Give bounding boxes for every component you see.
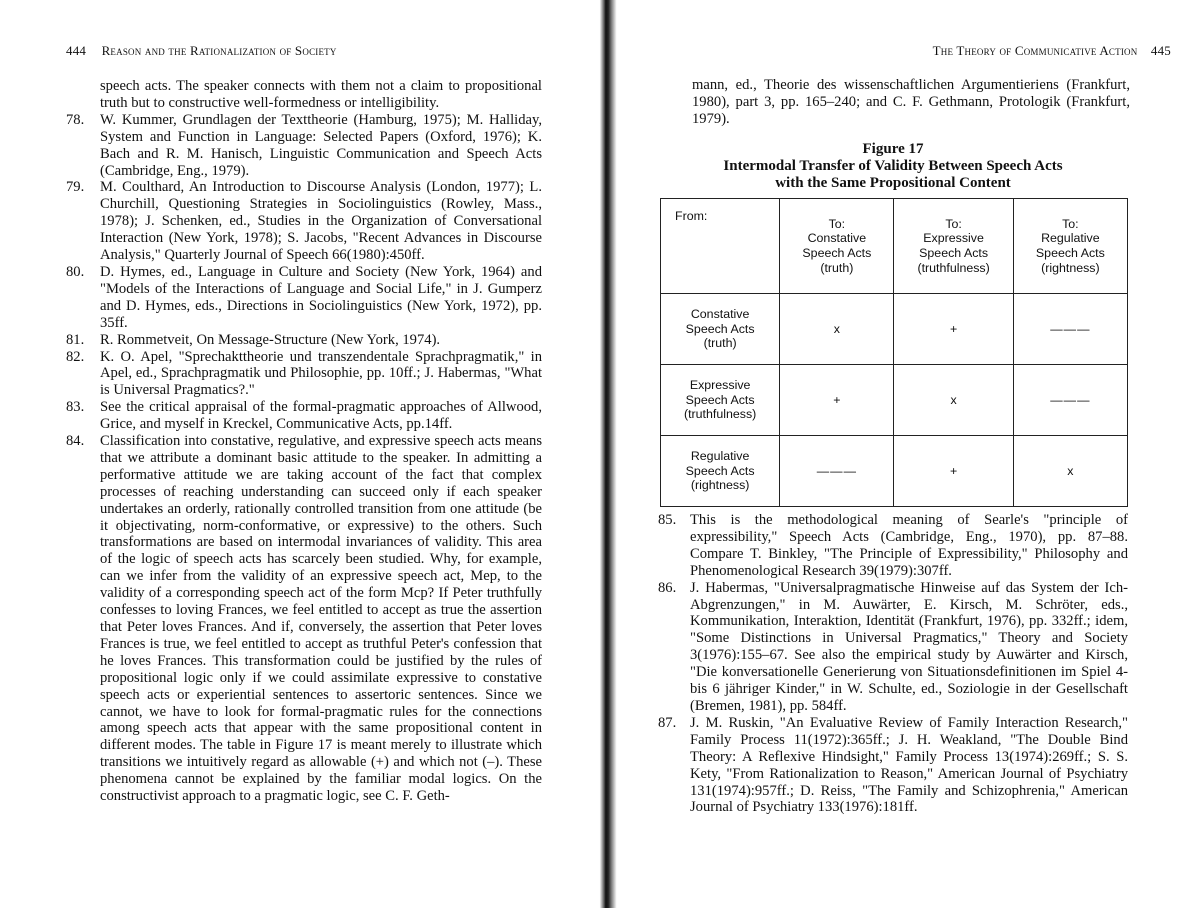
left-notes: [66, 78, 542, 805]
note-87: 87. J. M. Ruskin, "An Evaluative Review of Family Interaction Research," Family Process 11(1972):365ff.; J. H. Weakland, "The Double Bind Theory: A Reflexive Hindsight," Family Process 13(1974):269ff.; S. S. Kety, "From Rationalization to Reason," American Journal of Psychiatry 131(1974):957ff.; D. Reiss, "The Family and Schizophrenia," American Journal of Psychiatry 133(1976):181ff.: [658, 714, 1128, 816]
book-gutter: [586, 0, 622, 908]
table-cell: +: [894, 436, 1013, 507]
column-header-regulative: To: Regulative Speech Acts (rightness): [1013, 199, 1127, 294]
note-80: 80. D. Hymes, ed., Language in Culture and Society (New York, 1964) and "Models of the Interactions of Language and Social Life," in J. Gumperz and D. Hymes, eds., Directions in Sociolinguistics (New York, 1972), pp. 35ff.: [66, 263, 542, 331]
table-cell: +: [780, 365, 894, 436]
table-cell: +: [894, 294, 1013, 365]
figure-caption: [678, 141, 1108, 192]
note-81: 81. R. Rommetveit, On Message-Structure (New York, 1974).: [66, 331, 441, 348]
table-header-row: [661, 199, 1128, 294]
table-corner: From:: [661, 199, 780, 294]
right-page: [618, 0, 1193, 908]
table-row: [661, 436, 1128, 507]
note-82: 82. K. O. Apel, "Sprechakttheorie und transzendentale Sprachpragmatik," in Apel, ed., Sprachpragmatik und Philosophie, pp. 10ff.; J. Habermas, "What is Universal Pragmatics?.": [66, 348, 542, 399]
column-header-expressive: To: Expressive Speech Acts (truthfulness): [894, 199, 1013, 294]
column-header-constative: To: Constative Speech Acts (truth): [780, 199, 894, 294]
table-cell: ———: [780, 436, 894, 507]
right-notes-continuation: [692, 77, 1130, 128]
note-83: 83. See the critical appraisal of the formal-pragmatic approaches of Allwood, Grice, and myself in Kreckel, Communicative Acts, pp.14ff.: [66, 399, 542, 433]
figure-title-line2: with the Same Propositional Content: [775, 175, 1011, 191]
table-cell: x: [1013, 436, 1127, 507]
note-continuation-right: mann, ed., Theorie des wissenschaftlichen Argumentieriens (Frankfurt, 1980), part 3, pp. 165–240; and C. F. Gethmann, Protologik (Frankfurt, 1979).: [692, 77, 1130, 127]
table-cell: ———: [1013, 365, 1127, 436]
table-cell: x: [780, 294, 894, 365]
right-page-number: 445: [1150, 43, 1171, 58]
right-running-title: The Theory of Communicative Action: [932, 43, 1138, 58]
right-running-head: [933, 43, 1171, 59]
table-row: [661, 294, 1128, 365]
note-84: 84. Classification into constative, regulative, and expressive speech acts means that we attribute a dominant basic attitude to the speaker. In admitting a performative attitude we are taking account of the fact that complex processes of reaching understanding can succeed only if each speaker undertakes an orderly, rationally controlled transition from one attitude (be it objectivating, norm-conformative, or expressive) to the others. Such transformations are based on intermodal invariances of validity. This area of the logic of speech acts has scarcely been studied. Why, for example, can we infer from the validity of an expressive speech act, Mep, to the validity of a corresponding speech act of the form Mcp? If Peter truthfully confesses to loving Frances, we feel entitled to accept as true the assertion that Peter loves Frances. And if, conversely, the assertion that Peter loves Frances is true, we feel entitled to accept as truthful Peter's confession that he loves Frances. This transformation could be justified by the rules of propositional logic only if we could assimilate expressive to constative speech acts or experiential sentences to assertoric sentences. Since we cannot, we have to look for formal-pragmatic rules for the connections among speech acts that appear with the same propositional content in different modes. The table in Figure 17 is meant merely to illustrate which transitions we intuitively regard as allowable (+) and which not (–). These phenomena cannot be explained by the familiar modal logics. On the constructivist approach to a pragmatic logic, see C. F. Geth-: [66, 433, 542, 805]
note-continuation: speech acts. The speaker connects with them not a claim to propositional truth but to constructive well-formedness or intelligibility.: [100, 78, 542, 111]
table-row: [661, 365, 1128, 436]
left-page: [0, 0, 590, 908]
left-running-head: [66, 43, 337, 59]
validity-transfer-table: [660, 198, 1128, 507]
figure-label: Figure 17: [862, 141, 924, 157]
note-86: 86. J. Habermas, "Universalpragmatische Hinweise auf das System der Ich-Abgrenzungen," in M. Auwärter, E. Kirsch, M. Schröter, eds., Kommunikation, Interaktion, Identität (Frankfurt, 1976), pp. 332ff.; idem, "Some Distinctions in Universal Pragmatics," Theory and Society 3(1976):155–67. See also the empirical study by Auwärter and Kirsch, "Die konversationelle Generierung von Situationsdefinitionen im Spiel 4- bis 6 jähriger Kinder," in W. Schulte, ed., Soziologie in der Gesellschaft (Bremen, 1981), pp. 584ff.: [658, 579, 1128, 714]
row-header-expressive: Expressive Speech Acts (truthfulness): [661, 365, 780, 436]
note-79: 79. M. Coulthard, An Introduction to Discourse Analysis (London, 1977); L. Churchill, Questioning Strategies in Sociolinguistics (Rowley, Mass., 1978); J. Schenken, ed., Studies in the Organization of Conversational Interaction (New York, 1978); S. Jacobs, "Recent Advances in Discourse Analysis," Quarterly Journal of Speech 66(1980):450ff.: [66, 179, 542, 264]
table-cell: ———: [1013, 294, 1127, 365]
table-cell: x: [894, 365, 1013, 436]
figure-title-line1: Intermodal Transfer of Validity Between Speech Acts: [723, 158, 1063, 174]
row-header-constative: Constative Speech Acts (truth): [661, 294, 780, 365]
right-notes: [658, 512, 1128, 816]
row-header-regulative: Regulative Speech Acts (rightness): [661, 436, 780, 507]
left-page-number: 444: [66, 43, 87, 58]
left-running-title: Reason and the Rationalization of Society: [101, 43, 337, 58]
note-85: 85. This is the methodological meaning of Searle's "principle of expressibility," Speech Acts (Cambridge, Eng., 1970), pp. 87–88. Compare T. Binkley, "The Principle of Expressibility," Philosophy and Phenomenological Research 39(1979):307ff.: [658, 512, 1128, 579]
note-78: 78. W. Kummer, Grundlagen der Texttheorie (Hamburg, 1975); M. Halliday, System and Function in Language: Selected Papers (Oxford, 1976); K. Bach and R. M. Hanisch, Linguistic Communication and Speech Acts (Cambridge, Eng., 1979).: [66, 111, 542, 179]
